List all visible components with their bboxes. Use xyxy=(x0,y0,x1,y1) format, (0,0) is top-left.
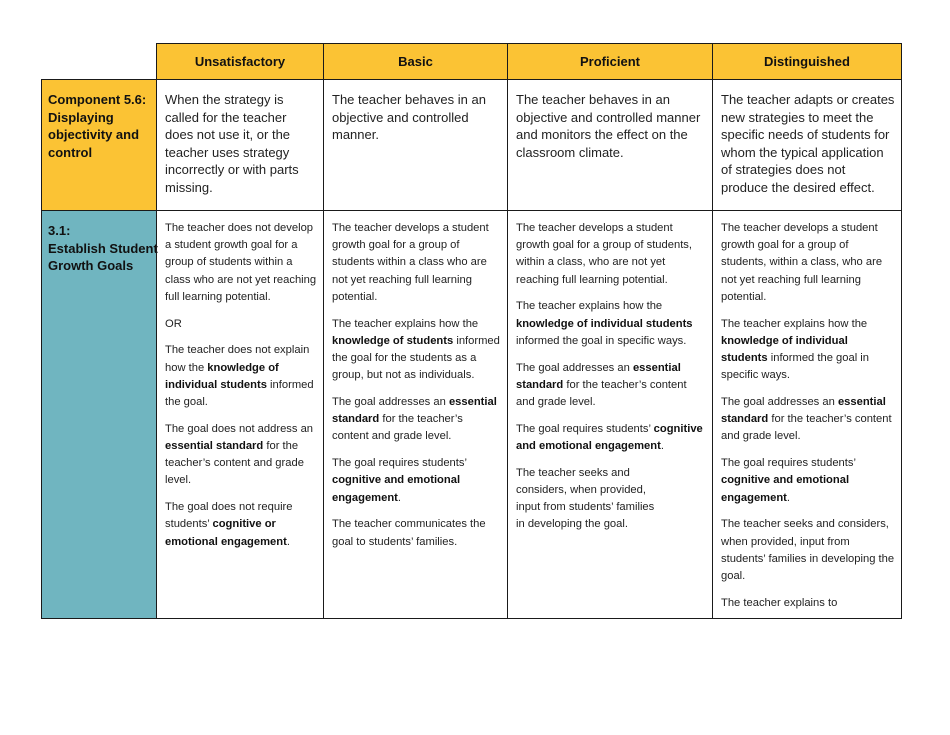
paragraph: The goal does not address an essential standard for the teacher’s content and grade level. xyxy=(165,422,314,487)
row-label-title: Establish Student Growth Goals xyxy=(48,240,158,273)
paragraph: The goal requires students’ cognitive and emotional engagement. xyxy=(516,422,703,453)
header-distinguished: Distinguished xyxy=(712,43,902,80)
paragraph: The goal does not require students’ cognitive or emotional engagement. xyxy=(165,501,293,548)
cell-component-unsatisfactory: When the strategy is called for the teacher does not use it, or the teacher uses strategy incorrectly or with parts missing. xyxy=(156,79,324,211)
paragraph: The goal requires students’ cognitive and emotional engagement. xyxy=(721,457,856,504)
row-label-component-5-6: Component 5.6: Displaying objectivity and control xyxy=(41,79,157,211)
paragraph: The teacher explains how the knowledge of individual students informed the goal in specific ways. xyxy=(516,300,693,347)
paragraph: The goal addresses an essential standard for the teacher’s content and grade level. xyxy=(516,361,687,409)
paragraph: The teacher communicates the goal to students’ families. xyxy=(332,518,486,548)
cell-growth-proficient xyxy=(507,210,713,619)
header-unsatisfactory: Unsatisfactory xyxy=(156,43,324,80)
cell-component-proficient: The teacher behaves in an objective and controlled manner and monitors the effect on the classroom climate. xyxy=(507,79,713,211)
row-label-3-1 xyxy=(41,210,157,619)
paragraph: The teacher develops a student growth goal for a group of students, within a class, who are not yet reaching full learning potential. xyxy=(516,222,693,286)
cell-growth-basic xyxy=(323,210,508,619)
paragraph: The teacher explains how the knowledge of individual students informed the goal in specific ways. xyxy=(721,317,869,382)
paragraph: The teacher does not develop a student growth goal for a group of students within a class who are not yet reaching full learning potential. xyxy=(165,222,317,303)
paragraph: The teacher seeks and considers, when provided, input from students’ families in developing the goal. xyxy=(516,466,655,531)
paragraph: The goal requires students’ cognitive and emotional engagement. xyxy=(332,457,467,504)
paragraph: The teacher develops a student growth goal for a group of students, within a class, who are not yet reaching full learning potential. xyxy=(721,222,883,303)
header-proficient: Proficient xyxy=(507,43,713,80)
header-basic: Basic xyxy=(323,43,508,80)
paragraph: The teacher explains how the knowledge of students informed the goal for the students as a group, but not as individuals. xyxy=(332,317,500,382)
cell-growth-unsatisfactory xyxy=(156,210,324,619)
cell-growth-distinguished xyxy=(712,210,902,619)
cell-component-distinguished: The teacher adapts or creates new strategies to meet the specific needs of students for whom the typical application of strategies does not produce the desired effect. xyxy=(712,79,902,211)
paragraph: The teacher seeks and considers, when provided, input from students’ families in developing the goal. xyxy=(721,518,895,583)
paragraph: The teacher develops a student growth goal for a group of students within a class who are not yet reaching full learning potential. xyxy=(332,222,489,303)
paragraph: The goal addresses an essential standard for the teacher’s content and grade level. xyxy=(332,396,497,443)
paragraph: The teacher does not explain how the knowledge of individual students informed the goal. xyxy=(165,344,314,409)
paragraph: The goal addresses an essential standard for the teacher’s content and grade level. xyxy=(721,396,892,443)
paragraph: OR xyxy=(165,317,182,330)
paragraph: The teacher explains to xyxy=(721,596,838,609)
cell-component-basic: The teacher behaves in an objective and controlled manner. xyxy=(323,79,508,211)
row-label-number: 3.1: xyxy=(48,223,71,238)
